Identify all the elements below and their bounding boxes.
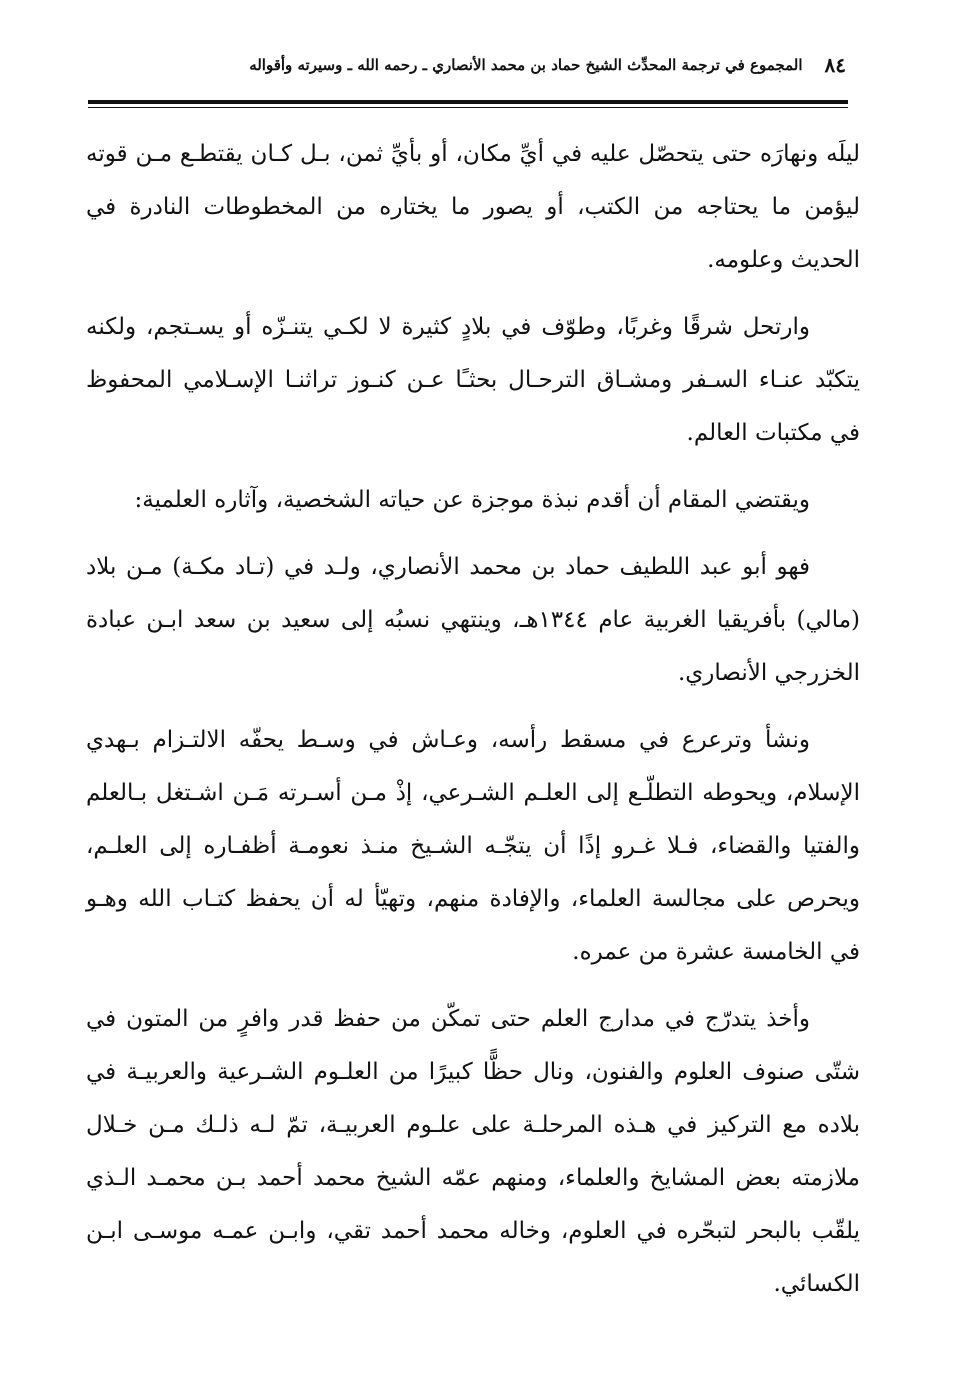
page-header (180, 50, 846, 80)
paragraph: وارتحل شرقًا وغربًا، وطوّف في بلادٍ كثيرة لا لكـي يتنـزّه أو يسـتجم، ولكنه يتكبّد عنـاء السـفر ومشـاق الترحـال بحثـًا عـن كنـوز تراثنـا الإسـلامي المحفوظ في مكتبات العالم. (86, 314, 860, 446)
page-body (86, 128, 860, 1325)
header-rule-thin (88, 107, 848, 108)
paragraph: ويقتضي المقام أن أقدم نبذة موجزة عن حياته الشخصية، وآثاره العلمية: (134, 487, 810, 513)
paragraph: فهو أبو عبد اللطيف حماد بن محمد الأنصاري، ولـد في (تـاد مكـة) مـن بلاد (مالي) بأفريقيا الغربية عام ١٣٤٤هـ، وينتهي نسبُه إلى سعيد بن سعد ابـن عبادة الخزرجي الأنصاري. (86, 554, 860, 686)
page-number: ٨٤ (824, 53, 846, 77)
paragraph: وأخذ يتدرّج في مدارج العلم حتى تمكّن من حفظ قدر وافرٍ من المتون في شتّى صنوف العلوم والفنون، ونال حظًّا كبيرًا من العلـوم الشـرعية والعربيـة في بلاده مع التركيز في هـذه المرحلـة على علـوم العربيـة، تمّ لـه ذلـك مـن خـلال ملازمته بعض المشايخ والعلماء، ومنهم عمّه الشيخ محمد أحمد بـن محمـد الـذي يلقّب بالبحر لتبحّره في العلوم، وخاله محمد أحمد تقي، وابـن عمـه موسـى ابـن الكسائي. (86, 1006, 860, 1297)
paragraph: ونشأ وترعرع في مسقط رأسه، وعـاش في وسـط يحفّه الالتـزام بـهدي الإسلام، ويحوطه التطلّـع إلى العلـم الشـرعي، إذْ مـن أسـرته مَـن اشـتغل بـالعلم والفتيا والقضاء، فـلا غـرو إذًا أن يتجّـه الشـيخ منـذ نعومـة أظفـاره إلى العلـم، ويحرص على مجالسة العلماء، والإفادة منهم، وتهيّأ له أن يحفظ كتـاب الله وهـو في الخامسة عشرة من عمره. (86, 727, 860, 965)
running-title: المجموع في ترجمة المحدِّث الشيخ حماد بن محمد الأنصاري ـ رحمه الله ـ وسيرته وأقواله (249, 56, 803, 74)
header-rule-thick (88, 100, 848, 104)
paragraph: ليلَه ونهارَه حتى يتحصّل عليه في أيِّ مكان، أو بأيِّ ثمن، بـل كـان يقتطـع مـن قوته ليؤمن ما يحتاجه من الكتب، أو يصور ما يختاره من المخطوطات النادرة في الحديث وعلومه. (86, 141, 860, 273)
